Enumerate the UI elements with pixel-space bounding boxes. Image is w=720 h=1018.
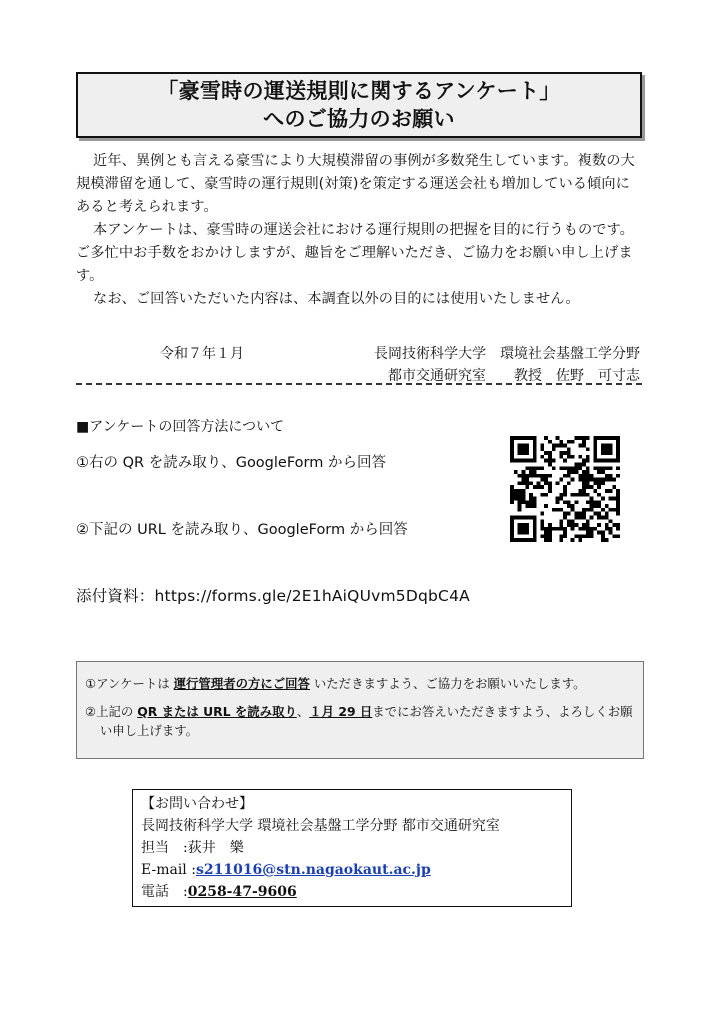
intro-paragraph-1: 近年、異例とも言える豪雪により大規模滞留の事例が多数発生しています。複数の大規模滞留を通して、豪雪時の運行規則(対策)を策定する運送会社も増加している傾向にあると考えられます。 bbox=[76, 153, 635, 215]
contact-heading: 【お問い合わせ】 bbox=[141, 796, 253, 812]
title-box bbox=[76, 72, 642, 138]
method-heading: ■アンケートの回答方法について bbox=[76, 419, 285, 435]
notice-text: までにお答えいただきますよう、よろしくお願い申し上げます。 bbox=[99, 704, 633, 738]
contact-phone-label: 電話 : bbox=[141, 884, 188, 900]
url-line bbox=[76, 584, 470, 606]
contact-person-label: 担当 : bbox=[141, 840, 188, 856]
contact-person-row bbox=[141, 837, 563, 859]
contact-phone-row bbox=[141, 881, 563, 903]
contact-email-row bbox=[141, 859, 563, 881]
method-item-qr: ①右の QR を読み取り、GoogleForm から回答 bbox=[76, 455, 386, 471]
title-line-1: 「豪雪時の運送規則に関するアンケート」 bbox=[157, 79, 561, 103]
contact-box bbox=[132, 789, 572, 907]
signature-date: 令和７年１月 bbox=[160, 346, 244, 362]
notice-text: 、 bbox=[296, 704, 310, 719]
method-item-url: ②下記の URL を読み取り、GoogleForm から回答 bbox=[76, 522, 408, 538]
notice-emphasis: 運行管理者の方にご回答 bbox=[173, 676, 310, 691]
contact-email-label: E-mail : bbox=[141, 862, 196, 878]
notice-paragraph-2 bbox=[85, 702, 633, 740]
intro-text bbox=[76, 150, 642, 311]
intro-paragraph-2: 本アンケートは、豪雪時の運送会社における運行規則の把握を目的に行うものです。ご多忙中お手数をおかけしますが、趣旨をご理解いただき、ご協力をお願い申し上げます。 bbox=[76, 222, 634, 284]
title-line-2: へのご協力のお願い bbox=[263, 107, 455, 131]
notice-text: いただきますよう、ご協力をお願いいたします。 bbox=[309, 676, 586, 691]
contact-person: 荻井 樂 bbox=[187, 840, 244, 856]
contact-org: 長岡技術科学大学 環境社会基盤工学分野 都市交通研究室 bbox=[141, 818, 500, 834]
dashed-divider bbox=[76, 383, 642, 385]
signature-org-line-2: 都市交通研究室 教授 佐野 可寸志 bbox=[388, 368, 640, 384]
survey-url-link[interactable]: https://forms.gle/2E1hAiQUvm5DqbC4A bbox=[154, 587, 470, 605]
notice-box bbox=[76, 661, 644, 759]
contact-email-link[interactable]: s211016@stn.nagaokaut.ac.jp bbox=[195, 862, 431, 878]
notice-emphasis: QR または URL を読み取り bbox=[137, 704, 297, 719]
intro-paragraph-3: なお、ご回答いただいた内容は、本調査以外の目的には使用いたしません。 bbox=[93, 291, 580, 307]
notice-text: ②上記の bbox=[85, 704, 138, 719]
signature-org-line-1: 長岡技術科学大学 環境社会基盤工学分野 bbox=[374, 346, 640, 362]
signature-org bbox=[374, 343, 640, 387]
url-label: 添付資料： bbox=[76, 587, 155, 605]
qr-code-icon[interactable] bbox=[510, 436, 620, 542]
notice-deadline: １月 29 日 bbox=[309, 704, 373, 719]
contact-phone: 0258-47-9606 bbox=[187, 884, 297, 900]
notice-paragraph-1 bbox=[85, 674, 633, 693]
notice-text: ①アンケートは bbox=[85, 676, 174, 691]
